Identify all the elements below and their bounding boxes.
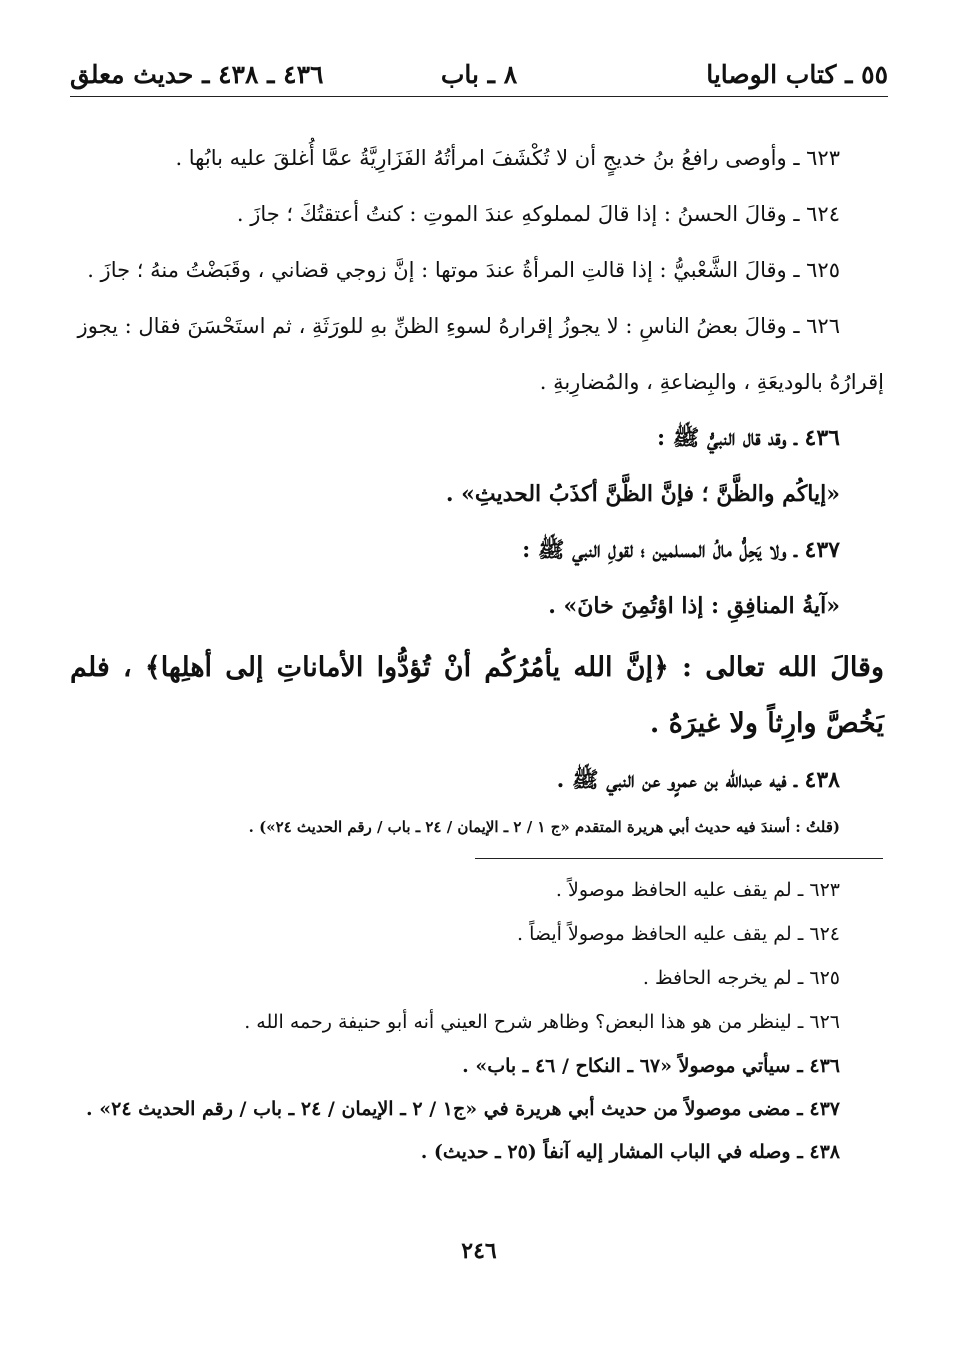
footnote-divider [475,858,883,859]
footnote-623: ٦٢٣ ـ لم يقف عليه الحافظ موصولاً . [555,879,840,901]
main-text [70,130,884,836]
footnotes [70,868,884,1174]
hadith-437-intro: ٤٣٧ ـ ولا يَحِلُّ مالُ المسلمين ؛ لقولِ النبي ﷺ : [522,537,840,563]
header-section: ٨ ـ باب [440,59,518,89]
paragraph-626-line1: ٦٢٦ ـ وقالَ بعضُ الناسِ : لا يجوزُ إقرارهُ لسوءِ الظنِّ بهِ للورَثَةِ ، ثم استَحْسَنَ فقال : يجوز [77,314,840,338]
hadith-438: ٤٣٨ ـ فيه عبدالله بن عمرٍو عن النبي ﷺ . [556,767,840,793]
header-chapter: ٥٥ ـ كتاب الوصايا [706,59,888,89]
footnote-436: ٤٣٦ ـ سيأتي موصولاً «٦٧ ـ النكاح / ٤٦ ـ باب» . [462,1055,840,1077]
footnote-437 [70,1088,884,1130]
hadith-436-text: «إياكُم والظَّنَّ ؛ فإنَّ الظَّنَّ أكذَبُ الحديثِ» . [445,481,840,507]
paragraph-624: ٦٢٤ ـ وقالَ الحسنُ : إذا قالَ لمملوكهِ عندَ الموتِ : كنتُ أعتقتُكَ ؛ جازَ . [236,202,840,226]
quran-verse-paragraph: وقالَ الله تعالى : ﴿إنَّ الله يأمُرُكُم أنْ تُؤدُّوا الأماناتِ إلى أهلِها﴾ ، فلم يَخُصَّ وارِثاً ولا غيرَهُ . [70,652,884,739]
footnote-626: ٦٢٦ ـ لينظر من هو هذا البعض؟ وظاهر شرح العيني أنه أبو حنيفة رحمه الله . [244,1011,840,1033]
hadith-437-text: «آيةُ المنافِقِ : إذا اؤتُمِنَ خانَ» . [548,593,840,619]
page-number: ٢٤٦ [461,1238,497,1264]
editor-note: (قلتُ : أسندَ فيه حديث أبي هريرة المتقدم «ج ١ / ٢ ـ الإيمان / ٢٤ ـ باب / رقم الحديث ٢٤») . [248,818,840,836]
paragraph-626-line2: إقرارُهُ بالوديعَةِ ، والبِضاعةِ ، والمُضارِبةِ . [539,370,884,394]
footnote-437-text: ٤٣٧ ـ مضى موصولاً من حديث أبي هريرة في «ج١ / ٢ ـ الإيمان / ٢٤ ـ باب / رقم الحديث ٢٤» . [86,1098,840,1120]
running-header [70,52,888,97]
footnote-438: ٤٣٨ ـ وصله في الباب المشار إليه آنفاً (٢٥ ـ حديث) . [420,1141,840,1163]
paragraph-623: ٦٢٣ ـ وأوصى رافعُ بنُ خديجٍ أن لا تُكْشَفَ امرأتُهُ الفَزَارِيَّةُ عمَّا أُغلقَ عليه بابُها . [175,146,840,170]
footnote-624: ٦٢٤ ـ لم يقف عليه الحافظ موصولاً أيضاً . [517,923,840,945]
hadith-436-intro: ٤٣٦ ـ وقد قال النبيُّ ﷺ : [656,425,840,451]
footnote-625: ٦٢٥ ـ لم يخرجه الحافظ . [642,967,840,989]
header-range: ٤٣٦ ـ ٤٣٨ ـ حديث معلق [70,59,324,89]
paragraph-625: ٦٢٥ ـ وقالَ الشَّعْبيُّ : إذا قالتِ المرأةُ عندَ موتها : إنَّ زوجي قضاني ، وقَبَضْتُ منهُ ؛ جازَ . [87,258,840,282]
